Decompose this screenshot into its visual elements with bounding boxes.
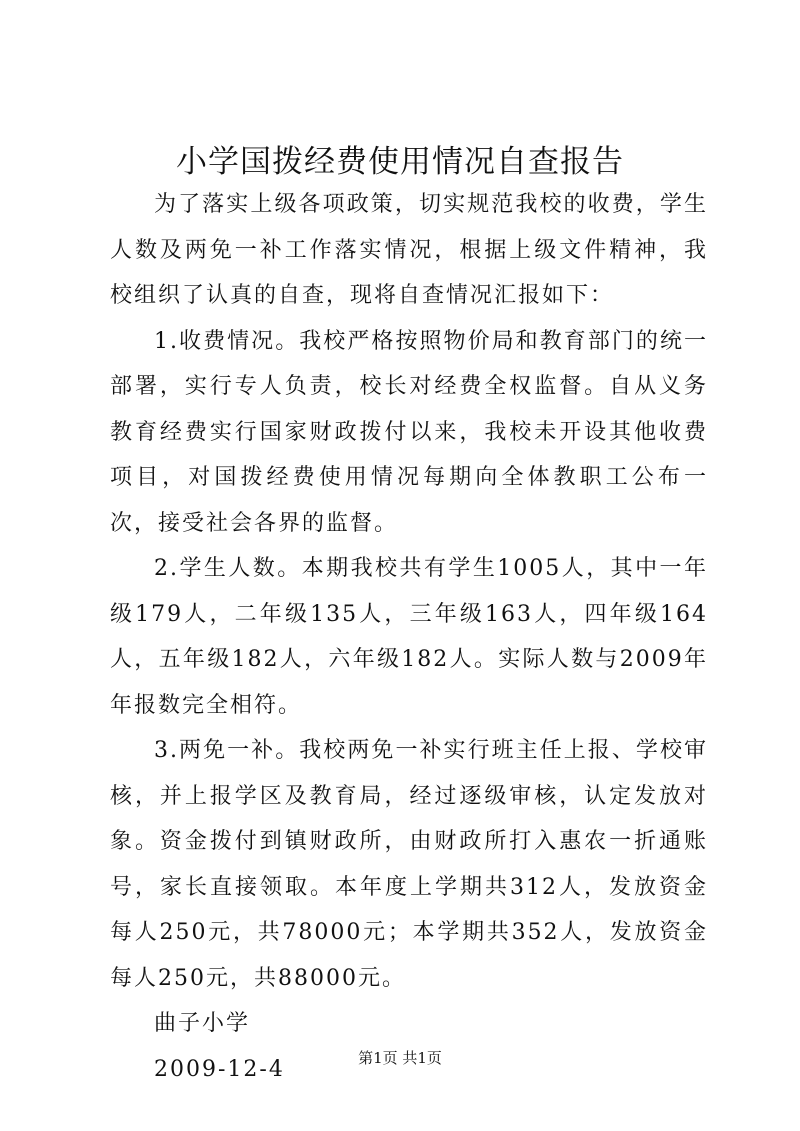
signature: 曲子小学 — [154, 1011, 251, 1036]
report-date: 2009-12-4 — [154, 1056, 285, 1082]
page-footer: 第1页 共1页 — [358, 1049, 442, 1067]
document-body — [110, 182, 708, 1092]
fees-paragraph: 1.收费情况。我校严格按照物价局和教育部门的统一部署，实行专人负责，校长对经费全权监督。自从义务教育经费实行国家财政拨付以来，我校未开设其他收费项目，对国拨经费使用情况每期向全体教职工公布一次，接受社会各界的监督。 — [110, 328, 708, 536]
subsidy-paragraph: 3.两免一补。我校两免一补实行班主任上报、学校审核，并上报学区及教育局，经过逐级审核，认定发放对象。资金拨付到镇财政所，由财政所打入惠农一折通账号，家长直接领取。本年度上学期共312人，发放资金每人250元，共78000元；本学期共352人，发放资金每人250元，共88000元。 — [110, 738, 708, 991]
intro-paragraph: 为了落实上级各项政策，切实规范我校的收费，学生人数及两免一补工作落实情况，根据上级文件精神，我校组织了认真的自查，现将自查情况汇报如下： — [110, 192, 708, 308]
document-title: 小学国拨经费使用情况自查报告 — [176, 144, 624, 180]
students-paragraph: 2.学生人数。本期我校共有学生1005人，其中一年级179人，二年级135人，三年级163人，四年级164人，五年级182人，六年级182人。实际人数与2009年年报数完全相符。 — [110, 556, 708, 718]
